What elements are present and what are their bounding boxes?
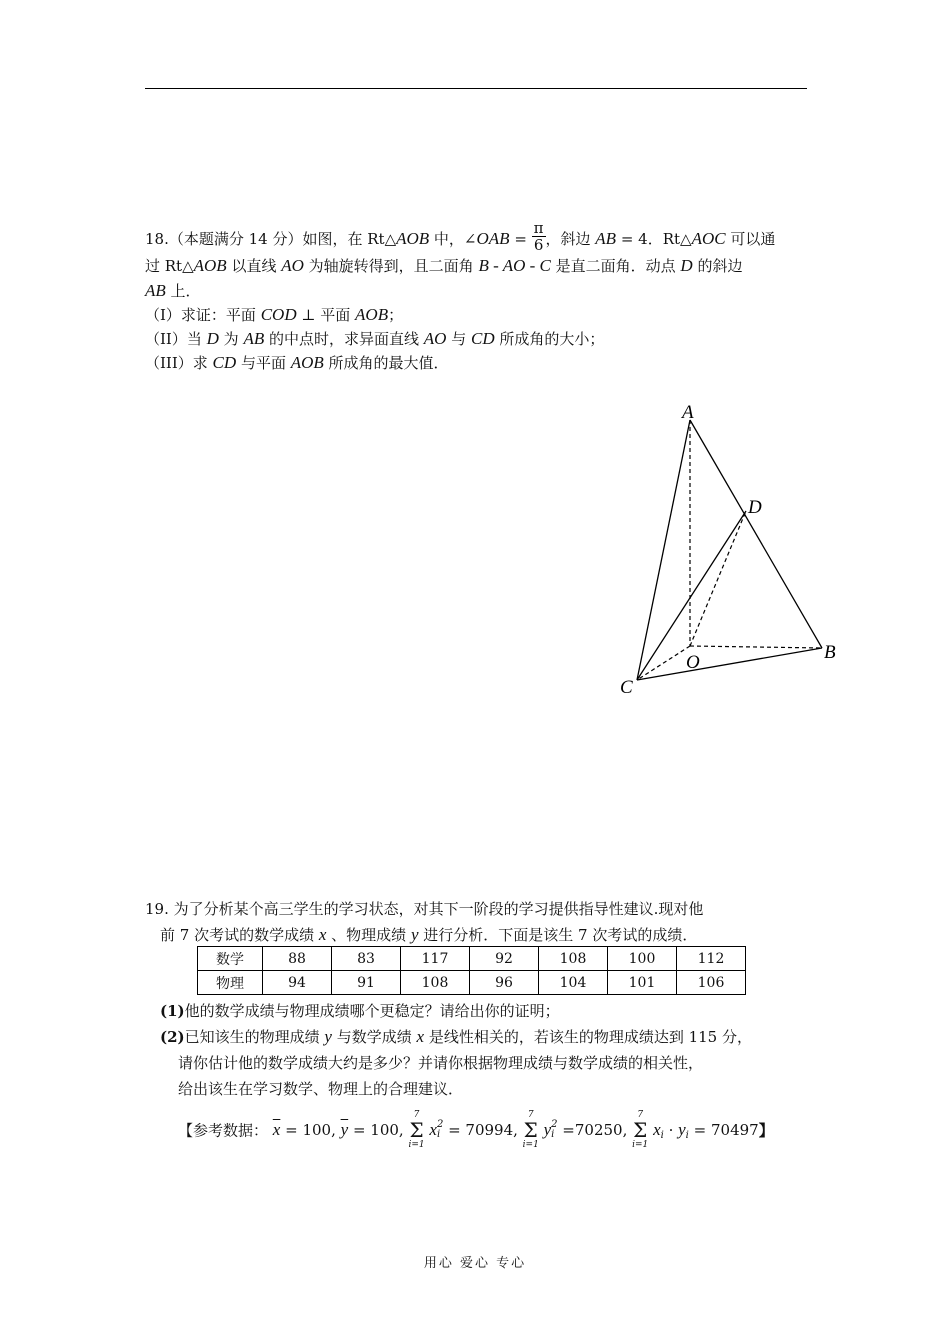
text: （III）求 <box>145 353 213 372</box>
question-2-line2: 请你估计他的数学成绩大约是多少？并请你根据物理成绩与数学成绩的相关性， <box>178 1054 704 1072</box>
table-cell: 108 <box>539 947 608 971</box>
sum-lower: i=1 <box>408 1140 425 1150</box>
text: 前 7 次考试的数学成绩 <box>160 926 319 944</box>
math: AOB <box>193 255 227 275</box>
math: AOB <box>290 352 324 372</box>
text: = 70497 <box>688 1121 759 1139</box>
table-cell: 88 <box>263 947 332 971</box>
math: y <box>324 1027 332 1046</box>
label-d: D <box>748 497 762 518</box>
math: AB <box>145 280 166 300</box>
problem-19-line1: 19. 为了分析某个高三学生的学习状态，对其下一阶段的学习提供指导性建议.现对他 <box>145 900 704 918</box>
label-a: A <box>682 402 694 423</box>
scores-table <box>197 946 746 995</box>
math: AB <box>243 328 265 348</box>
math: x <box>318 925 327 944</box>
text: 以直线 <box>226 256 282 275</box>
row-header: 物理 <box>198 971 263 995</box>
subscript: i <box>685 1130 689 1141</box>
text: = 100, <box>348 1121 409 1139</box>
problem-18-line3 <box>145 279 810 303</box>
table-cell: 91 <box>332 971 401 995</box>
problem-18-line2 <box>145 253 810 279</box>
geometry-figure <box>610 398 850 703</box>
text: ，斜边 <box>545 230 596 248</box>
math: B - AO - C <box>478 255 551 275</box>
text: = 70994, <box>443 1121 523 1139</box>
text: 已知该生的物理成绩 <box>184 1028 325 1046</box>
problem-19 <box>145 896 810 948</box>
header-rule <box>145 88 807 89</box>
math: CD <box>212 352 237 372</box>
text: 与数学成绩 <box>331 1028 417 1046</box>
problem-18-q3 <box>145 351 810 375</box>
edge-ob <box>690 646 822 648</box>
row-header: 数学 <box>198 947 263 971</box>
math: y <box>543 1120 552 1139</box>
text: = 4．Rt△ <box>616 230 692 248</box>
fraction-denominator: 6 <box>533 235 544 254</box>
text: 所成角的大小； <box>494 329 605 348</box>
math: AOB <box>396 229 430 248</box>
question-1 <box>160 998 810 1024</box>
table-cell: 92 <box>470 947 539 971</box>
question-2 <box>160 1024 810 1050</box>
sigma-symbol: 7 Σ i=1 <box>408 1110 425 1150</box>
math: COD <box>260 304 297 324</box>
question-number: (2) <box>160 1028 185 1046</box>
math: AB <box>595 229 617 248</box>
text: 可以通 <box>725 230 776 248</box>
text: =70250, <box>557 1121 633 1139</box>
text: ； <box>388 305 404 324</box>
math: CD <box>471 328 495 348</box>
math: AOC <box>691 229 726 248</box>
text: 进行分析．下面是该生 7 次考试的成绩． <box>418 926 698 944</box>
text: 所成角的最大值． <box>323 353 449 372</box>
question-2-line3: 给出该生在学习数学、物理上的合理建议． <box>178 1080 464 1098</box>
sigma-symbol: 7 Σ i=1 <box>522 1110 539 1150</box>
text: 】 <box>758 1121 774 1140</box>
sum-upper: 7 <box>413 1110 420 1120</box>
table-row <box>198 947 746 971</box>
problem-18 <box>145 218 810 375</box>
text: 18.（本题满分 14 分）如图，在 Rt△ <box>145 230 397 248</box>
math: OAB <box>476 229 510 248</box>
table-cell: 117 <box>401 947 470 971</box>
problem-19-questions <box>160 998 810 1102</box>
table-cell: 106 <box>677 971 746 995</box>
edge-od <box>690 511 746 646</box>
text: 为 <box>218 329 244 348</box>
text: 是直二面角．动点 <box>550 256 681 275</box>
x-bar: $\overline{x}$ <box>272 1120 281 1139</box>
text: 【参考数据： <box>178 1121 269 1140</box>
math: AOB <box>355 304 389 324</box>
text: = <box>509 230 532 248</box>
label-b: B <box>824 642 836 663</box>
reference-data <box>178 1110 818 1166</box>
text: 上． <box>165 281 201 300</box>
text: 与 <box>446 329 471 348</box>
text: 的中点时，求异面直线 <box>264 329 424 348</box>
subscript: i <box>551 1129 555 1140</box>
problem-18-line1 <box>145 218 810 254</box>
sigma-symbol: 7 Σ i=1 <box>632 1110 649 1150</box>
text: 是线性相关的，若该生的物理成绩达到 115 分， <box>424 1028 752 1046</box>
text: （II）当 <box>145 329 207 348</box>
sum-lower: i=1 <box>522 1140 539 1150</box>
text: ⊥ 平面 <box>296 305 356 324</box>
sum-upper: 7 <box>637 1110 644 1120</box>
subscript: i <box>660 1130 664 1141</box>
fraction-pi-6 <box>532 220 546 253</box>
table-cell: 112 <box>677 947 746 971</box>
page-footer: 用心 爱心 专心 <box>423 1256 527 1271</box>
math: x <box>416 1027 425 1046</box>
edge-ab <box>690 420 822 648</box>
y-bar: $\overline{y}$ <box>340 1120 349 1139</box>
text: 为轴旋转得到，且二面角 <box>303 256 479 275</box>
table-row <box>198 971 746 995</box>
text: 与平面 <box>236 353 291 372</box>
label-o: O <box>686 652 700 673</box>
problem-18-q1 <box>145 303 810 327</box>
edge-ac <box>637 420 690 680</box>
table-cell: 96 <box>470 971 539 995</box>
edge-cb <box>637 648 822 680</box>
text: = 100, <box>280 1121 341 1139</box>
text: （I）求证：平面 <box>145 305 261 324</box>
text: 的斜边 <box>692 256 743 275</box>
superscript: 2 <box>436 1119 444 1130</box>
text: 过 Rt△ <box>145 256 194 275</box>
question-number: (1) <box>160 1002 185 1020</box>
text: 中，∠ <box>429 230 477 248</box>
text: 他的数学成绩与物理成绩哪个更稳定？请给出你的证明； <box>184 1002 560 1020</box>
math: D <box>680 255 693 275</box>
label-c: C <box>620 677 633 698</box>
superscript: 2 <box>551 1119 558 1130</box>
table-cell: 83 <box>332 947 401 971</box>
sum-lower: i=1 <box>632 1140 649 1150</box>
problem-18-q2 <box>145 327 810 351</box>
table-cell: 108 <box>401 971 470 995</box>
table-cell: 104 <box>539 971 608 995</box>
sum-upper: 7 <box>527 1110 534 1120</box>
math: x <box>429 1120 437 1139</box>
fraction-numerator: π <box>533 218 544 237</box>
math: AO <box>423 328 447 348</box>
math: AO <box>281 255 304 275</box>
table-cell: 101 <box>608 971 677 995</box>
math: D <box>206 328 219 348</box>
math: x <box>653 1120 661 1139</box>
subscript: i <box>436 1129 441 1140</box>
math: y <box>410 925 419 944</box>
table-cell: 100 <box>608 947 677 971</box>
text: · <box>663 1121 679 1139</box>
table-cell: 94 <box>263 971 332 995</box>
math: y <box>678 1120 686 1139</box>
problem-19-line2 <box>145 922 810 948</box>
text: 、物理成绩 <box>326 926 411 944</box>
